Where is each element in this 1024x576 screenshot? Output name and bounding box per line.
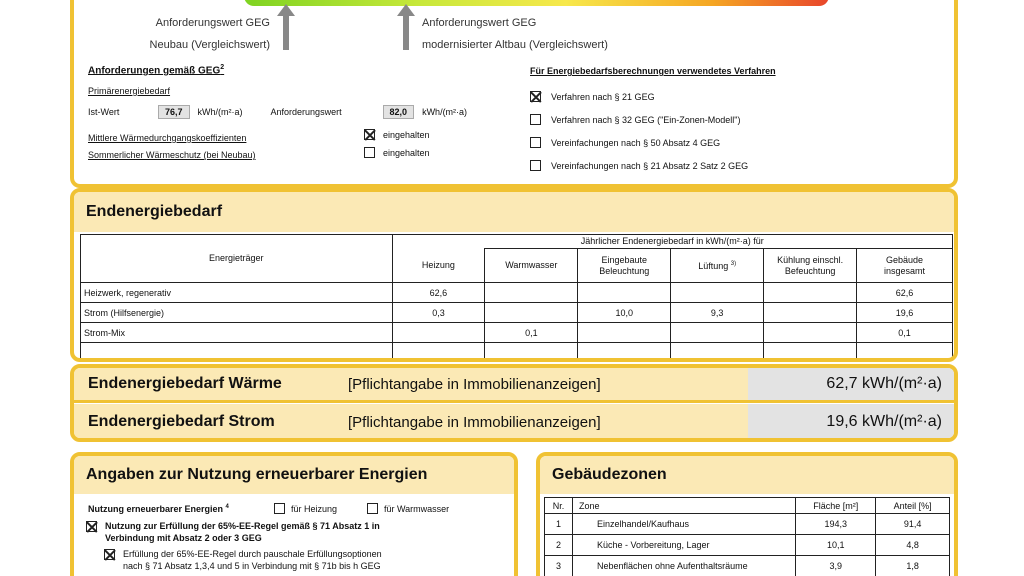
table-row: Strom-Mix 0,1 0,1 bbox=[81, 323, 953, 343]
strom-row bbox=[74, 404, 954, 440]
erneuerbar-title: Angaben zur Nutzung erneuerbarer Energien bbox=[74, 456, 514, 494]
verfahren-item: Verfahren nach § 32 GEG ("Ein-Zonen-Modell") bbox=[530, 108, 748, 131]
sommer-checkbox[interactable] bbox=[364, 147, 375, 158]
arrow-neubau-label: Anforderungswert GEG Neubau (Vergleichswert) bbox=[149, 17, 270, 51]
verfahren-item: Vereinfachungen nach § 21 Absatz 2 Satz 2 GEG bbox=[530, 154, 748, 177]
col-warmwasser: Warmwasser bbox=[485, 249, 578, 283]
verfahren-item: Vereinfachungen nach § 50 Absatz 4 GEG bbox=[530, 131, 748, 154]
anforderungswert-value: 82,0 bbox=[383, 105, 415, 119]
col-gesamt: Gebäude insgesamt bbox=[857, 249, 953, 283]
zonen-table bbox=[544, 497, 950, 576]
erneuerbar-panel bbox=[70, 452, 518, 576]
col-nr: Nr. bbox=[545, 498, 573, 514]
table-row: 3 Nebenflächen ohne Aufenthaltsräume 3,9 1,8 bbox=[545, 556, 950, 576]
verfahren-title: Für Energiebedarfsberechnungen verwendetes Verfahren bbox=[530, 66, 776, 76]
pauschal-checkbox[interactable] bbox=[104, 549, 115, 560]
verfahren-checkbox[interactable] bbox=[530, 91, 541, 102]
col-beleuchtung: Eingebaute Beleuchtung bbox=[578, 249, 671, 283]
sommer-label: Sommerlicher Wärmeschutz (bei Neubau) bbox=[88, 150, 256, 160]
heizung-label: für Heizung bbox=[291, 503, 338, 514]
col-kuehlung: Kühlung einschl. Befeuchtung bbox=[764, 249, 857, 283]
verfahren-checkbox[interactable] bbox=[530, 137, 541, 148]
table-row: 2 Küche - Vorbereitung, Lager 10,1 4,8 bbox=[545, 535, 950, 556]
waerme-value: 62,7 kWh/(m²·a) bbox=[748, 368, 954, 400]
col-energietraeger: Energieträger bbox=[81, 235, 393, 283]
primary-energy-label: Primärenergiebedarf bbox=[88, 86, 171, 96]
ist-wert-unit: kWh/(m²·a) bbox=[197, 107, 243, 117]
table-row bbox=[81, 343, 953, 363]
waerme-label: Endenergiebedarf Wärme bbox=[88, 375, 282, 392]
strom-label: Endenergiebedarf Strom bbox=[88, 413, 275, 430]
uwert-checkbox[interactable] bbox=[364, 129, 375, 140]
waerme-note: [Pflichtangabe in Immobilienanzeigen] bbox=[348, 375, 601, 393]
endenergie-panel bbox=[70, 188, 958, 362]
endenergie-table bbox=[80, 234, 953, 362]
col-heizung: Heizung bbox=[392, 249, 485, 283]
nutzung-label: Nutzung erneuerbarer Energien $^4$ bbox=[88, 503, 229, 514]
ist-wert-value: 76,7 bbox=[158, 105, 190, 119]
strom-note: [Pflichtangabe in Immobilienanzeigen] bbox=[348, 413, 601, 431]
table-row: Strom (Hilfsenergie) 0,3 10,0 9,3 19,6 bbox=[81, 303, 953, 323]
endenergie-title: Endenergiebedarf bbox=[74, 192, 954, 232]
col-anteil: Anteil [%] bbox=[876, 498, 950, 514]
strom-value: 19,6 kWh/(m²·a) bbox=[748, 404, 954, 440]
col-zone: Zone bbox=[572, 498, 795, 514]
zonen-title: Gebäudezonen bbox=[540, 456, 954, 494]
arrow-neubau-icon bbox=[277, 4, 295, 55]
verfahren-item: Verfahren nach § 21 GEG bbox=[530, 85, 748, 108]
arrow-altbau-icon bbox=[397, 4, 415, 55]
requirements-title: Anforderungen gemäß GEG$^2$ bbox=[88, 64, 225, 77]
nutzung-row bbox=[88, 503, 449, 514]
col-lueftung: Lüftung $^{3)}$ bbox=[671, 249, 764, 283]
energy-scale-bar bbox=[244, 0, 829, 6]
uwert-label: Mittlere Wärmedurchgangskoeffizienten bbox=[88, 133, 247, 143]
verfahren-checkbox[interactable] bbox=[530, 160, 541, 171]
zonen-panel bbox=[536, 452, 958, 576]
warmwasser-checkbox[interactable] bbox=[367, 503, 378, 514]
table-row: 1 Einzelhandel/Kaufhaus 194,3 91,4 bbox=[545, 514, 950, 535]
heizung-checkbox[interactable] bbox=[274, 503, 285, 514]
header-span: Jährlicher Endenergiebedarf in kWh/(m²·a) für bbox=[392, 235, 953, 249]
anforderungswert-unit: kWh/(m²·a) bbox=[422, 107, 468, 117]
ee-regel-row: Nutzung zur Erfüllung der 65%-EE-Regel gemäß § 71 Absatz 1 in Verbindung mit Absatz 2 oder 3 GEG bbox=[86, 520, 380, 544]
requirements-panel bbox=[70, 0, 958, 188]
verfahren-checkbox[interactable] bbox=[530, 114, 541, 125]
ist-wert-row bbox=[88, 105, 467, 119]
zonen-header-row bbox=[545, 498, 950, 514]
ist-wert-label: Ist-Wert bbox=[88, 107, 120, 117]
uwert-status: eingehalten bbox=[364, 129, 430, 140]
arrow-altbau-label: Anforderungswert GEG modernisierter Altbau (Vergleichswert) bbox=[422, 17, 608, 51]
sommer-status: eingehalten bbox=[364, 147, 430, 158]
anforderungswert-label: Anforderungswert bbox=[270, 107, 342, 117]
pauschal-row: Erfüllung der 65%-EE-Regel durch pauschale Erfüllungsoptionen nach § 71 Absatz 1,3,4 und 5 in Verbindung mit § 71b bis h GEG bbox=[104, 548, 382, 572]
verfahren-list bbox=[530, 85, 748, 177]
ee-regel-checkbox[interactable] bbox=[86, 521, 97, 532]
warmwasser-label: für Warmwasser bbox=[384, 503, 450, 514]
waerme-row bbox=[74, 368, 954, 403]
col-flaeche: Fläche [m²] bbox=[796, 498, 876, 514]
table-row: Heizwerk, regenerativ 62,6 62,6 bbox=[81, 283, 953, 303]
summary-panel bbox=[70, 364, 958, 442]
